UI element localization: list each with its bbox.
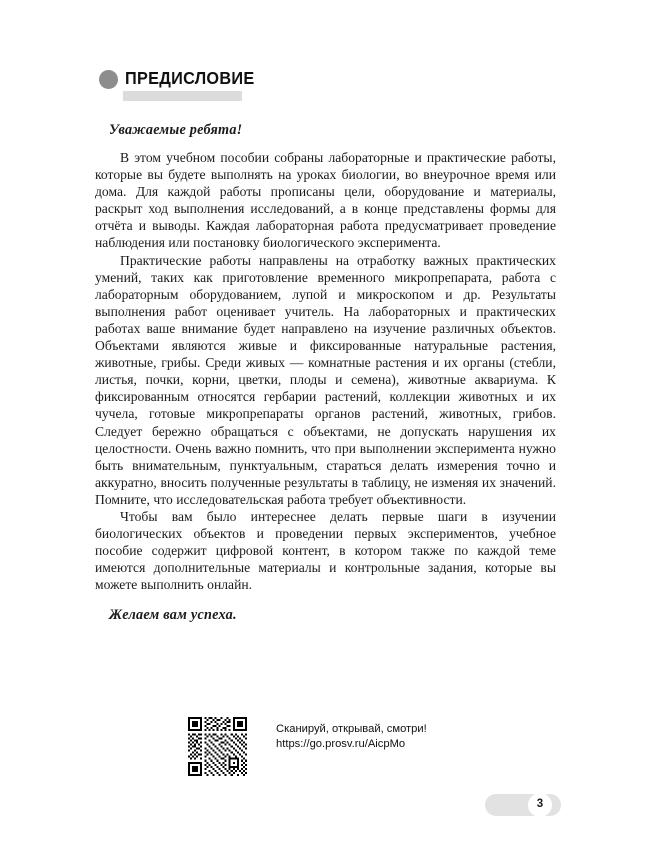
qr-link[interactable]: https://go.prosv.ru/AicpMo <box>276 738 406 750</box>
closing-line: Желаем вам успеха. <box>109 607 237 624</box>
filled-circle-icon <box>99 70 118 89</box>
paragraph: Практические работы направлены на отработку важных практических умений, таких как приготовление временного микропрепарата, работа с лабораторным оборудованием, лупой и микроскопом и др. Результаты выполнения работ оценивает учитель. На лабораторных и практических работах ваше внимание будет направлено на изучение различных объектов. Объектами являются живые и фиксированные натуральные растения, животные, грибы. Среди живых — комнатные растения и их органы (стебли, листья, почки, корни, цветки, плоды и семена), животные аквариума. К фиксированным относятся гербарии растений, коллекции животных и их чучела, готовые микропрепараты органов растений, животных, грибов. Следует бережно обращаться с объектами, не допускать нарушения их целостности. Очень важно помнить, что при выполнении эксперимента нужно быть внимательным, пунктуальным, стараться делать измерения точно и аккуратно, вносить полученные результаты в таблицу, не изменяя их значений. Помните, что исследовательская работа требует объективности. <box>95 252 556 507</box>
folio-circle <box>528 793 552 817</box>
heading-underline-bar <box>123 91 242 101</box>
paragraph: В этом учебном пособии собраны лабораторные и практические работы, которые вы будете выполнять на уроках биологии, во внеурочное время или дома. Для каждой работы прописаны цели, оборудование и материалы, раскрыт ход выполнения исследований, а в конце представлены формы для отчёта и выводы. Каждая лабораторная работа предусматривает проведение наблюдения или постановку биологического эксперимента. <box>95 150 556 251</box>
qr-caption-line1: Сканируй, открывай, смотри! <box>276 723 427 735</box>
page-title: ПРЕДИСЛОВИЕ <box>125 68 255 89</box>
heading-row <box>99 68 559 90</box>
preface-body <box>95 122 556 624</box>
page-number: 3 <box>536 798 544 811</box>
qr-callout <box>188 717 427 776</box>
section-heading <box>99 68 559 104</box>
qr-code-icon[interactable] <box>188 717 247 776</box>
page-folio <box>485 794 561 816</box>
greeting-line: Уважаемые ребята! <box>109 122 243 138</box>
paragraph: Чтобы вам было интереснее делать первые шаги в изучении биологических объектов и проведении первых экспериментов, учебное пособие содержит цифровой контент, в котором также по каждой теме имеются дополнительные материалы и контрольные задания, которые вы можете выполнить онлайн. <box>95 508 556 593</box>
qr-caption <box>276 722 427 752</box>
